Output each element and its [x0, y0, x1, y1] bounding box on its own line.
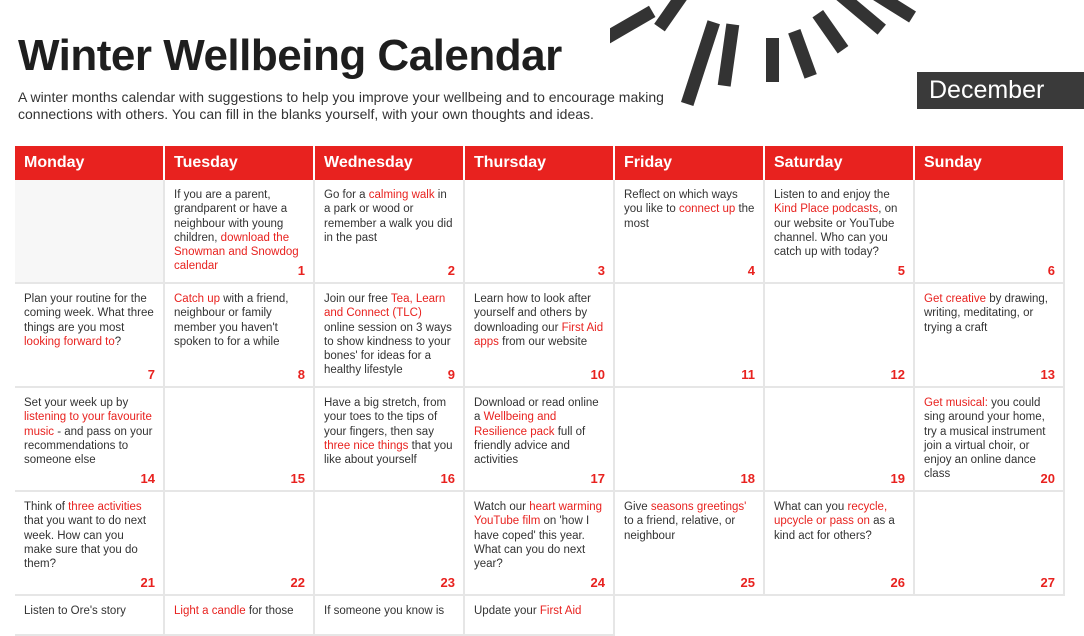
day-number: 22 [290, 574, 305, 590]
suggestion-text-part: Download or read online a [474, 397, 599, 424]
calendar-day-cell [465, 596, 615, 636]
calendar-day-cell [465, 388, 615, 492]
day-number: 7 [147, 366, 155, 382]
day-suggestion-text [324, 396, 455, 467]
day-header-sunday: Sunday [915, 146, 1065, 180]
day-number: 21 [140, 574, 155, 590]
suggestion-text-part: Go for a [324, 189, 369, 201]
suggestion-text-part: If you are a parent, grandparent or have a neighbour with young children, [174, 189, 288, 244]
suggestion-text-part: on 'how I have coped' this year. What can you do next year? [474, 515, 590, 571]
suggestion-link[interactable]: Light a candle [174, 605, 246, 617]
suggestion-text-part: What can you [774, 501, 848, 513]
suggestion-link[interactable]: download the Snowman and Snowdog calendar [174, 231, 299, 273]
day-suggestion-text [474, 292, 605, 349]
page-title: Winter Wellbeing Calendar [18, 31, 562, 80]
calendar-day-cell [615, 388, 765, 492]
day-number: 27 [1040, 574, 1055, 590]
calendar-day-cell [465, 180, 615, 284]
day-suggestion-text [324, 188, 455, 245]
day-suggestion-text [624, 188, 755, 231]
day-suggestion-text [24, 604, 155, 618]
day-suggestion-text [24, 396, 155, 467]
suggestion-link[interactable]: three activities [68, 501, 142, 513]
calendar-day-cell [165, 596, 315, 636]
calendar-day-cell [165, 284, 315, 388]
day-header-thursday: Thursday [465, 146, 615, 180]
suggestion-link[interactable]: Tea, Learn and Connect (TLC) [324, 293, 446, 320]
day-suggestion-text [474, 604, 605, 618]
calendar-day-cell [315, 596, 465, 636]
day-number: 18 [740, 470, 755, 486]
suggestion-text-part: Join our free [324, 293, 391, 305]
suggestion-text-part: Learn how to look after yourself and others by downloading our [474, 293, 591, 334]
suggestion-text-part: Have a big stretch, from your toes to the tips of your fingers, then say [324, 397, 447, 438]
day-number: 9 [447, 366, 455, 382]
suggestion-text-part: Listen to and enjoy the [774, 189, 890, 201]
calendar-day-cell [15, 284, 165, 388]
suggestion-link[interactable]: Catch up [174, 293, 221, 305]
day-number: 5 [897, 262, 905, 278]
day-number: 8 [297, 366, 305, 382]
calendar-day-cell [915, 284, 1065, 388]
suggestion-link[interactable]: connect up [678, 203, 736, 216]
day-number: 17 [590, 470, 605, 486]
suggestion-text-part: ? [114, 335, 122, 348]
suggestion-text-part: If someone you know is [324, 605, 445, 617]
calendar-day-cell [615, 284, 765, 388]
calendar-day-cell [615, 180, 765, 284]
suggestion-text-part: Listen to Ore's story [24, 605, 126, 617]
suggestion-text-part: Plan your routine for the coming week. What three things are you most [24, 293, 154, 334]
suggestion-link[interactable]: First Aid apps [474, 321, 604, 348]
suggestion-link[interactable]: listening to your favourite music [24, 411, 152, 438]
day-number: 10 [590, 366, 605, 382]
suggestion-text-part: Give [624, 501, 651, 513]
suggestion-text-part: from our website [498, 335, 588, 348]
day-suggestion-text [624, 500, 755, 543]
day-number: 26 [890, 574, 905, 590]
calendar-day-cell [915, 492, 1065, 596]
suggestion-link[interactable]: Kind Place podcasts [774, 203, 879, 216]
suggestion-text-part: Update your [474, 605, 540, 617]
day-suggestion-text [324, 292, 455, 378]
page-subtitle: A winter months calendar with suggestions to help you improve your wellbeing and to encourage making connections with others. You can fill in the blanks yourself, with your own thoughts and ideas. [18, 89, 664, 122]
day-number: 4 [747, 262, 755, 278]
calendar-day-cell [465, 284, 615, 388]
suggestion-link[interactable]: calming walk [368, 189, 435, 201]
day-suggestion-text [24, 292, 155, 349]
day-number: 24 [590, 574, 605, 590]
calendar-day-cell [315, 492, 465, 596]
suggestion-text-part: that you like about yourself [324, 439, 453, 467]
suggestion-text-part: as a kind act for others? [774, 515, 895, 542]
suggestion-link[interactable]: three nice things [324, 439, 409, 452]
day-number: 14 [140, 470, 155, 486]
calendar-day-cell [15, 388, 165, 492]
suggestion-text-part: by drawing, writing, meditating, or trying a craft [924, 293, 1049, 334]
day-number: 11 [741, 366, 755, 382]
suggestion-text-part: Watch our [474, 501, 530, 513]
day-number: 15 [290, 470, 305, 486]
day-suggestion-text [774, 188, 905, 259]
day-number: 19 [890, 470, 905, 486]
day-number: 1 [297, 262, 305, 278]
suggestion-text-part: - and pass on your recommendations to someone else [24, 425, 153, 467]
suggestion-text-part: online session on 3 ways to show kindness to your bones' for ideas for a healthy lifestyle [324, 321, 452, 377]
day-suggestion-text [174, 604, 305, 618]
calendar-day-cell [765, 492, 915, 596]
day-suggestion-text [924, 396, 1055, 482]
suggestion-text-part: that you want to do next week. How can you make sure that you do them? [24, 515, 147, 571]
suggestion-link[interactable]: Get creative [924, 293, 986, 305]
calendar-day-cell [315, 284, 465, 388]
day-number: 13 [1040, 366, 1055, 382]
day-number: 23 [440, 574, 455, 590]
calendar-day-cell [165, 388, 315, 492]
suggestion-link[interactable]: Get musical: [924, 397, 988, 409]
day-suggestion-text [774, 500, 905, 543]
calendar-day-cell [165, 180, 315, 284]
calendar-day-cell [765, 388, 915, 492]
suggestion-link[interactable]: heart warming YouTube film [474, 501, 603, 528]
suggestion-link[interactable]: Wellbeing and Resilience pack [474, 411, 557, 438]
calendar-day-cell [315, 180, 465, 284]
calendar-day-cell [165, 492, 315, 596]
suggestion-text-part: the most [624, 203, 755, 230]
suggestion-text-part: for those [245, 605, 294, 617]
day-number: 6 [1047, 262, 1055, 278]
calendar-day-cell [915, 388, 1065, 492]
calendar-day-cell [615, 492, 765, 596]
sun-rays-decoration [610, 0, 930, 110]
day-header-friday: Friday [615, 146, 765, 180]
day-suggestion-text [474, 396, 605, 467]
calendar-day-cell [915, 180, 1065, 284]
day-suggestion-text [324, 604, 455, 618]
month-badge: December [917, 72, 1084, 109]
day-header-monday: Monday [15, 146, 165, 180]
calendar-day-cell [15, 492, 165, 596]
day-suggestion-text [924, 292, 1055, 335]
day-header-saturday: Saturday [765, 146, 915, 180]
suggestion-text-part: to a friend, relative, or neighbour [624, 515, 736, 542]
suggestion-link[interactable]: First Aid [539, 605, 582, 617]
calendar-grid [15, 146, 1065, 636]
calendar-day-cell [315, 388, 465, 492]
suggestion-link[interactable]: seasons greetings' [650, 501, 747, 513]
calendar-day-cell [15, 596, 165, 636]
suggestion-text-part: Reflect on which ways you like to [624, 189, 738, 216]
suggestion-text-part: with a friend, neighbour or family member you haven't spoken to for a while [174, 293, 289, 348]
calendar-day-cell [765, 180, 915, 284]
calendar-day-cell [765, 284, 915, 388]
suggestion-text-part: in a park or wood or remember a walk you did in the past [324, 189, 453, 244]
suggestion-text-part: Set your week up by [24, 397, 129, 409]
day-suggestion-text [474, 500, 605, 571]
suggestion-text-part: you could sing around your home, try a musical instrument join a virtual choir, or enjoy an online dance class [924, 397, 1046, 481]
suggestion-text-part: Think of [24, 501, 69, 513]
day-number: 2 [447, 262, 455, 278]
day-number: 16 [440, 470, 455, 486]
day-number: 12 [890, 366, 905, 382]
calendar-day-cell [15, 180, 165, 284]
suggestion-link[interactable]: recycle, upcycle or pass on [774, 501, 888, 528]
day-number: 25 [740, 574, 755, 590]
day-number: 20 [1040, 470, 1055, 486]
suggestion-text-part: , on our website or YouTube channel. Who can you catch up with today? [774, 203, 898, 259]
day-suggestion-text [174, 188, 305, 274]
suggestion-text-part: full of friendly advice and activities [474, 425, 586, 467]
day-suggestion-text [24, 500, 155, 571]
calendar-day-cell [465, 492, 615, 596]
day-number: 3 [597, 262, 605, 278]
day-suggestion-text [174, 292, 305, 349]
day-header-wednesday: Wednesday [315, 146, 465, 180]
day-header-tuesday: Tuesday [165, 146, 315, 180]
suggestion-link[interactable]: looking forward to [24, 335, 115, 348]
